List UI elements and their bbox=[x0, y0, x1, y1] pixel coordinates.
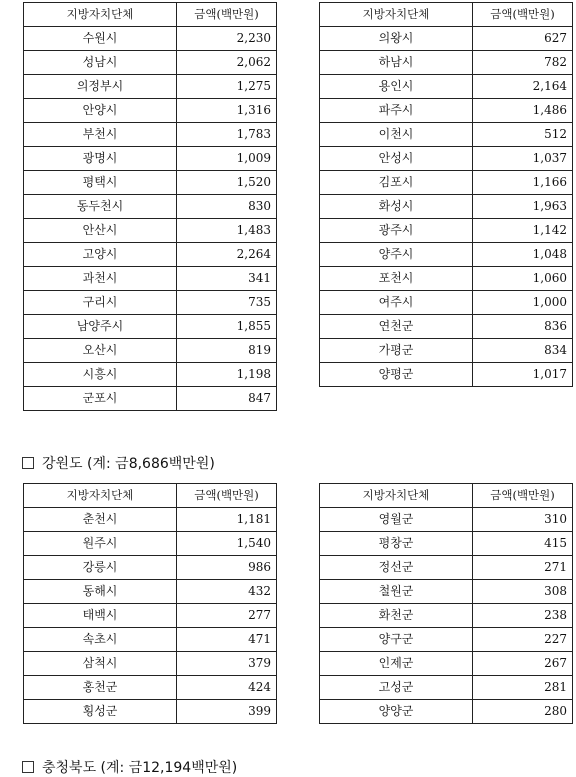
table-row bbox=[24, 243, 277, 267]
amount-value: 308 bbox=[473, 580, 573, 604]
amount-value: 830 bbox=[177, 195, 277, 219]
amount-value: 1,275 bbox=[177, 75, 277, 99]
region-name: 양구군 bbox=[320, 628, 473, 652]
table-row bbox=[24, 580, 277, 604]
amount-value: 2,062 bbox=[177, 51, 277, 75]
gangwon-heading-text: 강원도 (계: 금8,686백만원) bbox=[42, 456, 215, 472]
header-amount: 금액(백만원) bbox=[177, 3, 277, 27]
region-name: 남양주시 bbox=[24, 315, 177, 339]
table-row bbox=[24, 652, 277, 676]
table-row bbox=[320, 51, 573, 75]
table-row bbox=[320, 219, 573, 243]
gangwon-table-left bbox=[23, 483, 277, 724]
table-header-row bbox=[320, 3, 573, 27]
header-name: 지방자치단체 bbox=[320, 484, 473, 508]
amount-value: 281 bbox=[473, 676, 573, 700]
amount-value: 379 bbox=[177, 652, 277, 676]
region-name: 하남시 bbox=[320, 51, 473, 75]
table-row bbox=[320, 508, 573, 532]
table-row bbox=[320, 604, 573, 628]
amount-value: 1,783 bbox=[177, 123, 277, 147]
region-name: 속초시 bbox=[24, 628, 177, 652]
table-row bbox=[320, 700, 573, 724]
region-name: 광명시 bbox=[24, 147, 177, 171]
table-row bbox=[24, 27, 277, 51]
region-name: 부천시 bbox=[24, 123, 177, 147]
region-name: 고양시 bbox=[24, 243, 177, 267]
table-row bbox=[320, 99, 573, 123]
table-row bbox=[24, 147, 277, 171]
amount-value: 1,198 bbox=[177, 363, 277, 387]
region-name: 춘천시 bbox=[24, 508, 177, 532]
table-row bbox=[24, 339, 277, 363]
region-name: 성남시 bbox=[24, 51, 177, 75]
region-name: 구리시 bbox=[24, 291, 177, 315]
table-row bbox=[320, 291, 573, 315]
table-header-row bbox=[320, 484, 573, 508]
amount-value: 1,060 bbox=[473, 267, 573, 291]
amount-value: 2,164 bbox=[473, 75, 573, 99]
table-row bbox=[24, 700, 277, 724]
amount-value: 1,037 bbox=[473, 147, 573, 171]
table-row bbox=[320, 315, 573, 339]
table-row bbox=[24, 291, 277, 315]
table-row bbox=[320, 628, 573, 652]
region-name: 파주시 bbox=[320, 99, 473, 123]
table-row bbox=[24, 363, 277, 387]
table-row bbox=[320, 652, 573, 676]
table-row bbox=[24, 556, 277, 580]
table-row bbox=[24, 628, 277, 652]
region-name: 삼척시 bbox=[24, 652, 177, 676]
amount-value: 1,540 bbox=[177, 532, 277, 556]
amount-value: 1,963 bbox=[473, 195, 573, 219]
amount-value: 238 bbox=[473, 604, 573, 628]
amount-value: 986 bbox=[177, 556, 277, 580]
amount-value: 424 bbox=[177, 676, 277, 700]
region-name: 가평군 bbox=[320, 339, 473, 363]
region-name: 광주시 bbox=[320, 219, 473, 243]
table-header-row bbox=[24, 484, 277, 508]
region-name: 동두천시 bbox=[24, 195, 177, 219]
checkbox-square-icon bbox=[22, 457, 34, 469]
table-row bbox=[24, 123, 277, 147]
amount-value: 834 bbox=[473, 339, 573, 363]
table-row bbox=[24, 267, 277, 291]
gyeonggi-table-left bbox=[23, 2, 277, 411]
amount-value: 1,000 bbox=[473, 291, 573, 315]
gangwon-table-right bbox=[319, 483, 573, 724]
table-row bbox=[320, 580, 573, 604]
amount-value: 1,048 bbox=[473, 243, 573, 267]
region-name: 양평군 bbox=[320, 363, 473, 387]
amount-value: 341 bbox=[177, 267, 277, 291]
region-name: 용인시 bbox=[320, 75, 473, 99]
table-row bbox=[320, 171, 573, 195]
region-name: 안산시 bbox=[24, 219, 177, 243]
region-name: 과천시 bbox=[24, 267, 177, 291]
table-row bbox=[320, 243, 573, 267]
table-row bbox=[24, 195, 277, 219]
table-row bbox=[24, 315, 277, 339]
gangwon-heading bbox=[22, 453, 215, 473]
table-row bbox=[320, 75, 573, 99]
region-name: 인제군 bbox=[320, 652, 473, 676]
amount-value: 1,166 bbox=[473, 171, 573, 195]
region-name: 양양군 bbox=[320, 700, 473, 724]
table-row bbox=[24, 508, 277, 532]
amount-value: 310 bbox=[473, 508, 573, 532]
amount-value: 399 bbox=[177, 700, 277, 724]
table-row bbox=[320, 676, 573, 700]
amount-value: 267 bbox=[473, 652, 573, 676]
table-row bbox=[24, 171, 277, 195]
amount-value: 1,486 bbox=[473, 99, 573, 123]
table-row bbox=[24, 532, 277, 556]
region-name: 의정부시 bbox=[24, 75, 177, 99]
gyeonggi-table-right bbox=[319, 2, 573, 387]
amount-value: 2,264 bbox=[177, 243, 277, 267]
region-name: 시흥시 bbox=[24, 363, 177, 387]
checkbox-square-icon bbox=[22, 761, 34, 773]
table-row bbox=[320, 123, 573, 147]
region-name: 안성시 bbox=[320, 147, 473, 171]
table-row bbox=[320, 267, 573, 291]
region-name: 화성시 bbox=[320, 195, 473, 219]
amount-value: 1,181 bbox=[177, 508, 277, 532]
table-row bbox=[320, 339, 573, 363]
region-name: 포천시 bbox=[320, 267, 473, 291]
region-name: 평창군 bbox=[320, 532, 473, 556]
amount-value: 1,316 bbox=[177, 99, 277, 123]
chungbuk-heading-text: 충청북도 (계: 금12,194백만원) bbox=[42, 760, 238, 776]
region-name: 오산시 bbox=[24, 339, 177, 363]
amount-value: 735 bbox=[177, 291, 277, 315]
amount-value: 1,009 bbox=[177, 147, 277, 171]
amount-value: 627 bbox=[473, 27, 573, 51]
header-name: 지방자치단체 bbox=[24, 484, 177, 508]
region-name: 김포시 bbox=[320, 171, 473, 195]
region-name: 이천시 bbox=[320, 123, 473, 147]
table-row bbox=[320, 363, 573, 387]
table-row bbox=[24, 676, 277, 700]
region-name: 영월군 bbox=[320, 508, 473, 532]
header-name: 지방자치단체 bbox=[24, 3, 177, 27]
header-name: 지방자치단체 bbox=[320, 3, 473, 27]
region-name: 안양시 bbox=[24, 99, 177, 123]
table-row bbox=[24, 387, 277, 411]
amount-value: 1,142 bbox=[473, 219, 573, 243]
amount-value: 1,520 bbox=[177, 171, 277, 195]
table-row bbox=[320, 195, 573, 219]
amount-value: 415 bbox=[473, 532, 573, 556]
amount-value: 836 bbox=[473, 315, 573, 339]
amount-value: 512 bbox=[473, 123, 573, 147]
table-row bbox=[24, 219, 277, 243]
header-amount: 금액(백만원) bbox=[177, 484, 277, 508]
table-header-row bbox=[24, 3, 277, 27]
amount-value: 819 bbox=[177, 339, 277, 363]
region-name: 군포시 bbox=[24, 387, 177, 411]
region-name: 강릉시 bbox=[24, 556, 177, 580]
region-name: 철원군 bbox=[320, 580, 473, 604]
amount-value: 280 bbox=[473, 700, 573, 724]
region-name: 수원시 bbox=[24, 27, 177, 51]
region-name: 횡성군 bbox=[24, 700, 177, 724]
region-name: 양주시 bbox=[320, 243, 473, 267]
table-row bbox=[320, 532, 573, 556]
region-name: 평택시 bbox=[24, 171, 177, 195]
region-name: 고성군 bbox=[320, 676, 473, 700]
amount-value: 271 bbox=[473, 556, 573, 580]
header-amount: 금액(백만원) bbox=[473, 3, 573, 27]
chungbuk-heading bbox=[22, 757, 237, 777]
amount-value: 432 bbox=[177, 580, 277, 604]
table-row bbox=[24, 75, 277, 99]
amount-value: 847 bbox=[177, 387, 277, 411]
amount-value: 227 bbox=[473, 628, 573, 652]
region-name: 태백시 bbox=[24, 604, 177, 628]
header-amount: 금액(백만원) bbox=[473, 484, 573, 508]
amount-value: 782 bbox=[473, 51, 573, 75]
table-row bbox=[24, 99, 277, 123]
region-name: 화천군 bbox=[320, 604, 473, 628]
region-name: 연천군 bbox=[320, 315, 473, 339]
region-name: 원주시 bbox=[24, 532, 177, 556]
region-name: 동해시 bbox=[24, 580, 177, 604]
table-row bbox=[320, 147, 573, 171]
region-name: 정선군 bbox=[320, 556, 473, 580]
amount-value: 1,017 bbox=[473, 363, 573, 387]
amount-value: 277 bbox=[177, 604, 277, 628]
region-name: 여주시 bbox=[320, 291, 473, 315]
table-row bbox=[24, 604, 277, 628]
table-row bbox=[320, 27, 573, 51]
amount-value: 1,855 bbox=[177, 315, 277, 339]
region-name: 홍천군 bbox=[24, 676, 177, 700]
table-row bbox=[320, 556, 573, 580]
amount-value: 1,483 bbox=[177, 219, 277, 243]
amount-value: 471 bbox=[177, 628, 277, 652]
amount-value: 2,230 bbox=[177, 27, 277, 51]
region-name: 의왕시 bbox=[320, 27, 473, 51]
table-row bbox=[24, 51, 277, 75]
